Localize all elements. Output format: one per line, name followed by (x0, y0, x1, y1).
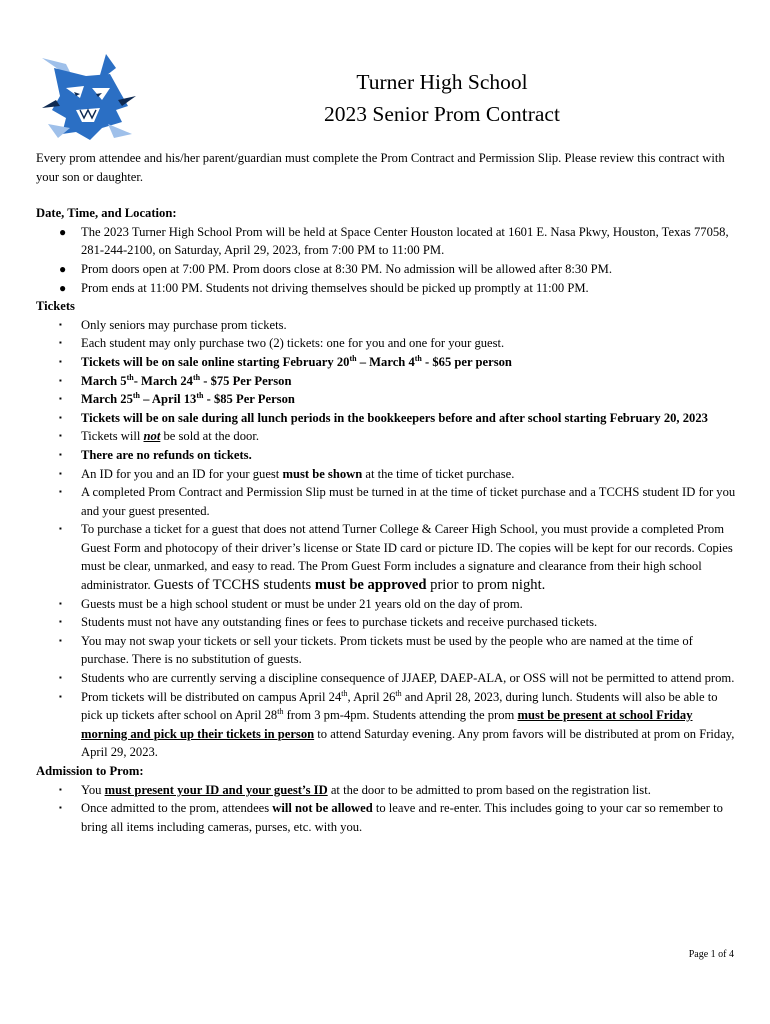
list-item: ▪ Each student may only purchase two (2) tickets: one for you and one for your guest. (36, 334, 736, 353)
school-name-title: Turner High School (356, 70, 528, 94)
bullet-square-icon: ▪ (59, 617, 62, 627)
list-item: ▪ Only seniors may purchase prom tickets. (36, 316, 736, 335)
list-item: ▪ A completed Prom Contract and Permission Slip must be turned in at the time of ticket purchase and a TCCHS student ID for you and your guest presented. (59, 485, 736, 518)
list-item: ▪ To purchase a ticket for a guest that does not attend Turner College & Career High School, you must provide a completed Prom Guest Form and photocopy of their driver’s license or State ID card or picture ID. The copies will be kept for our records. Copies must be clear, unmarked, and easy to read. The Prom Guest Form includes a signature and clearance from their high school administrator. Guests of TCCHS students must be approved prior to prom night. (59, 522, 733, 594)
list-item: ● The 2023 Turner High School Prom will be held at Space Center Houston located at 1601 E. Nasa Pkwy, Houston, Texas 77058, 281-244-2100, on Saturday, April 29, 2023, from 7:00 PM to 11:00 PM. (59, 224, 729, 258)
list-item: ▪ Prom tickets will be distributed on campus April 24th, April 26th and April 28, 2023, during lunch. Students will also be able to pick up tickets after school on April 28th from 3 pm-4pm. Students attending the prom must be present at school Friday morning and pick up their tickets in person to attend Saturday evening. Any prom favors will be distributed at prom on Friday, April 29, 2023. (59, 688, 735, 760)
bullet-square-icon: ▪ (59, 635, 62, 645)
wildcat-mascot-icon (36, 48, 140, 144)
list-item: ● Prom doors open at 7:00 PM. Prom doors close at 8:30 PM. No admission will be allowed after 8:30 PM. (36, 260, 736, 279)
contract-title: 2023 Senior Prom Contract (324, 102, 560, 126)
bullet-square-icon: ▪ (59, 319, 62, 329)
list-item: ▪ Guests must be a high school student or must be under 21 years old on the day of prom. (36, 595, 736, 614)
tickets-list (36, 316, 736, 762)
admission-section-heading: Admission to Prom: (36, 764, 144, 778)
bullet-square-icon: ▪ (59, 784, 62, 794)
contract-body (36, 149, 736, 836)
list-item: ▪ March 25th – April 13th - $85 Per Person (36, 390, 736, 409)
list-item: ▪ Tickets will be on sale online starting February 20th – March 4th - $65 per person (36, 353, 736, 372)
list-item: ▪ You must present your ID and your guest’s ID at the door to be admitted to prom based on the registration list. (36, 781, 736, 800)
date-section-heading: Date, Time, and Location: (36, 206, 177, 221)
list-item: ▪ You may not swap your tickets or sell your tickets. Prom tickets must be used by the people who are named at the time of purchase. There is no substitution of guests. (59, 633, 693, 667)
list-item: ▪ Once admitted to the prom, attendees will not be allowed to leave and re-enter. This includes going to your car so remember to bring all items including cameras, purses, etc. with you. (59, 801, 723, 834)
list-item: ▪ Tickets will not be sold at the door. (36, 427, 736, 446)
bullet-square-icon: ▪ (59, 356, 62, 366)
page-number: Page 1 of 4 (688, 949, 734, 960)
list-item: ▪ Tickets will be on sale during all lunch periods in the bookkeepers before and after school starting February 20, 2023 (36, 409, 736, 428)
list-item: ▪ Students who are currently serving a discipline consequence of JJAEP, DAEP-ALA, or OSS will not be permitted to attend prom. (36, 669, 736, 688)
list-item: ● Prom ends at 11:00 PM. Students not driving themselves should be picked up promptly at 11:00 PM. (36, 279, 736, 298)
bullet-square-icon: ▪ (59, 338, 62, 348)
bullet-square-icon: ▪ (59, 691, 62, 701)
bullet-square-icon: ▪ (59, 803, 62, 813)
tickets-section-heading: Tickets (36, 299, 75, 314)
bullet-disc-icon: ● (59, 224, 67, 239)
bullet-square-icon: ▪ (59, 449, 62, 459)
list-item: ▪ March 5th- March 24th - $75 Per Person (36, 372, 736, 391)
bullet-disc-icon: ● (59, 280, 67, 295)
school-logo (36, 48, 140, 144)
bullet-square-icon: ▪ (59, 394, 62, 404)
bullet-square-icon: ▪ (59, 375, 62, 385)
intro-paragraph: Every prom attendee and his/her parent/guardian must complete the Prom Contract and Permission Slip. Please review this contract with your son or daughter. (36, 151, 725, 184)
bullet-disc-icon: ● (59, 261, 67, 276)
bullet-square-icon: ▪ (59, 598, 62, 608)
list-item: ▪ There are no refunds on tickets. (36, 446, 736, 465)
admission-list (36, 781, 736, 837)
bullet-square-icon: ▪ (59, 412, 62, 422)
bullet-square-icon: ▪ (59, 468, 62, 478)
bullet-square-icon: ▪ (59, 487, 62, 497)
date-list (36, 223, 736, 297)
bullet-square-icon: ▪ (59, 431, 62, 441)
list-item: ▪ Students must not have any outstanding fines or fees to purchase tickets and receive purchased tickets. (36, 613, 736, 632)
bullet-square-icon: ▪ (59, 524, 62, 534)
bullet-square-icon: ▪ (59, 673, 62, 683)
list-item: ▪ An ID for you and an ID for your guest must be shown at the time of ticket purchase. (36, 465, 736, 484)
